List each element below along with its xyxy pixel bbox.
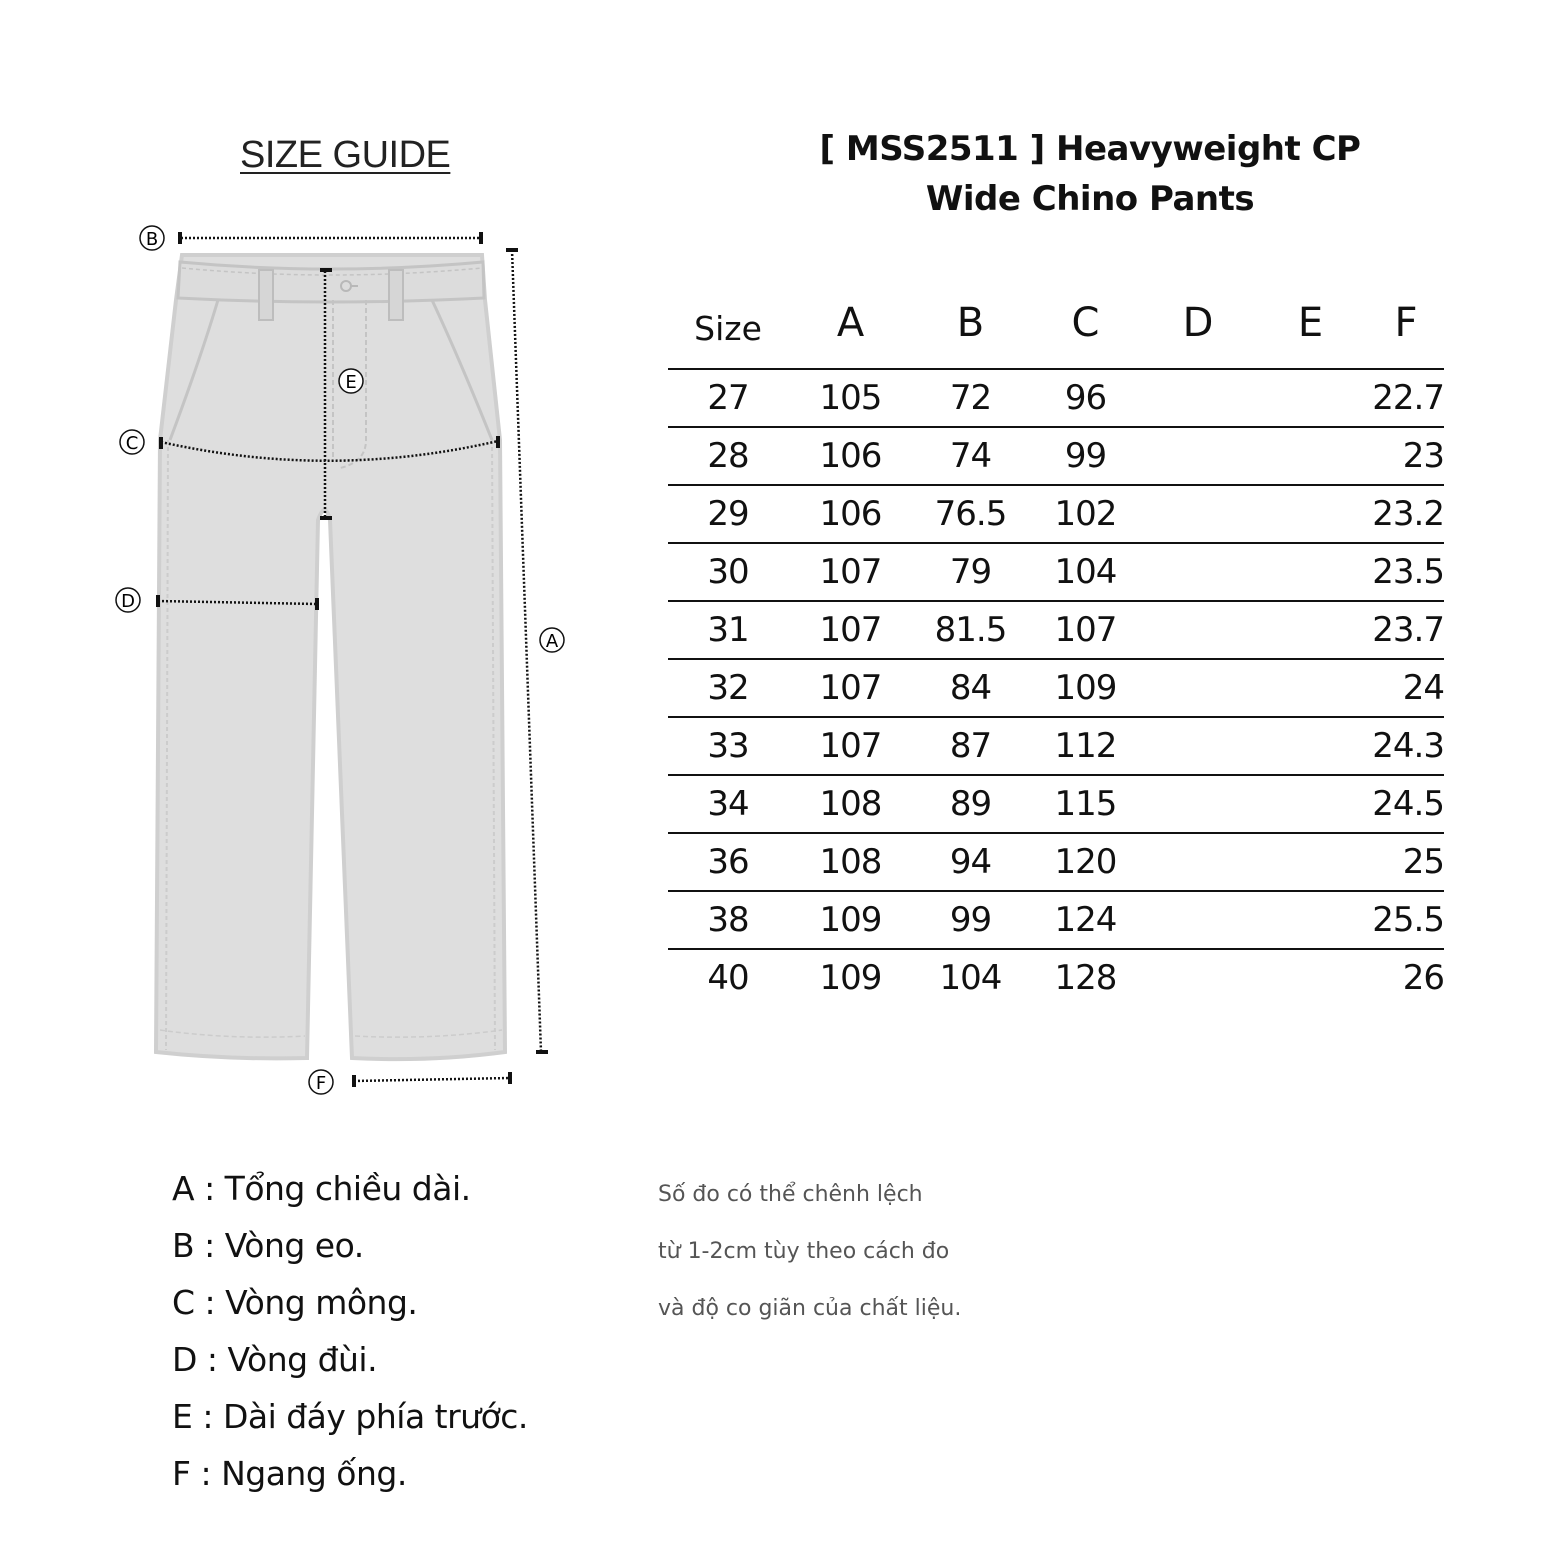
table-cell-a: 106 <box>788 427 913 485</box>
table-cell-a: 107 <box>788 601 913 659</box>
table-cell-size: 40 <box>668 949 788 1006</box>
table-cell-f: 23.5 <box>1368 543 1444 601</box>
table-cell-b: 104 <box>913 949 1028 1006</box>
table-cell-b: 79 <box>913 543 1028 601</box>
label-f: F <box>315 1073 327 1094</box>
table-cell-d <box>1143 427 1253 485</box>
table-cell-c: 120 <box>1028 833 1143 891</box>
table-cell-a: 107 <box>788 717 913 775</box>
table-cell-d <box>1143 833 1253 891</box>
table-cell-b: 94 <box>913 833 1028 891</box>
table-cell-e <box>1253 485 1368 543</box>
table-cell-e <box>1253 949 1368 1006</box>
table-cell-f: 24.3 <box>1368 717 1444 775</box>
table-cell-a: 105 <box>788 369 913 427</box>
column-header-f: F <box>1394 300 1418 346</box>
table-cell-f: 24.5 <box>1368 775 1444 833</box>
table-row <box>668 949 1444 1006</box>
table-cell-size: 28 <box>668 427 788 485</box>
legend-item-e: E : Dài đáy phía trước. <box>172 1397 528 1436</box>
measurement-legend <box>172 1160 528 1502</box>
table-cell-a: 107 <box>788 543 913 601</box>
table-cell-a: 108 <box>788 833 913 891</box>
table-cell-d <box>1143 543 1253 601</box>
pants-diagram <box>100 220 580 1100</box>
table-cell-e <box>1253 717 1368 775</box>
table-cell-d <box>1143 717 1253 775</box>
label-f-icon <box>309 1070 333 1094</box>
table-cell-c: 115 <box>1028 775 1143 833</box>
table-cell-e <box>1253 427 1368 485</box>
table-cell-size: 33 <box>668 717 788 775</box>
table-row <box>668 659 1444 717</box>
table-cell-f: 23.7 <box>1368 601 1444 659</box>
table-cell-f: 26 <box>1368 949 1444 1006</box>
table-cell-f: 23.2 <box>1368 485 1444 543</box>
legend-item-b: B : Vòng eo. <box>172 1226 364 1265</box>
table-row <box>668 485 1444 543</box>
label-d: D <box>121 591 135 612</box>
table-body <box>668 369 1444 1006</box>
belt-loop <box>259 270 273 320</box>
label-c: C <box>125 433 139 454</box>
table-cell-size: 38 <box>668 891 788 949</box>
note-line: Số đo có thể chênh lệch <box>658 1182 923 1207</box>
label-b: B <box>145 229 159 250</box>
table-cell-size: 30 <box>668 543 788 601</box>
table-cell-size: 32 <box>668 659 788 717</box>
table-cell-d <box>1143 369 1253 427</box>
size-guide-title: SIZE GUIDE <box>240 134 451 176</box>
column-header-b: B <box>956 300 985 346</box>
note-line: từ 1-2cm tùy theo cách đo <box>658 1239 950 1264</box>
table-header-row <box>668 278 1444 369</box>
column-header-c: C <box>1071 300 1100 346</box>
table-cell-b: 81.5 <box>913 601 1028 659</box>
product-title-line2: Wide Chino Pants <box>925 179 1255 219</box>
table-cell-size: 29 <box>668 485 788 543</box>
table-cell-c: 124 <box>1028 891 1143 949</box>
table-cell-size: 31 <box>668 601 788 659</box>
table-cell-b: 76.5 <box>913 485 1028 543</box>
table-cell-size: 34 <box>668 775 788 833</box>
table-cell-e <box>1253 833 1368 891</box>
table-cell-b: 84 <box>913 659 1028 717</box>
label-a-icon <box>540 628 564 652</box>
table-cell-a: 107 <box>788 659 913 717</box>
table-cell-d <box>1143 949 1253 1006</box>
table-cell-a: 106 <box>788 485 913 543</box>
column-header-a: A <box>836 300 865 346</box>
table-row <box>668 369 1444 427</box>
table-cell-c: 104 <box>1028 543 1143 601</box>
table-cell-c: 96 <box>1028 369 1143 427</box>
table-cell-b: 74 <box>913 427 1028 485</box>
table-cell-e <box>1253 659 1368 717</box>
product-title <box>760 124 1420 224</box>
table-cell-c: 99 <box>1028 427 1143 485</box>
label-d-icon <box>116 588 140 612</box>
label-e-icon <box>339 369 363 393</box>
column-header-size: Size <box>694 308 762 348</box>
table-cell-e <box>1253 543 1368 601</box>
table-cell-e <box>1253 601 1368 659</box>
table-row <box>668 775 1444 833</box>
pants-body <box>156 255 505 1059</box>
table-cell-f: 25.5 <box>1368 891 1444 949</box>
belt-loop <box>389 270 403 320</box>
table-cell-d <box>1143 891 1253 949</box>
table-cell-c: 128 <box>1028 949 1143 1006</box>
label-a: A <box>545 631 559 652</box>
pants-illustration <box>156 255 505 1059</box>
table-cell-e <box>1253 891 1368 949</box>
column-header-e: E <box>1297 300 1324 346</box>
label-c-icon <box>120 430 144 454</box>
table-cell-size: 27 <box>668 369 788 427</box>
label-b-icon <box>140 226 164 250</box>
table-cell-c: 109 <box>1028 659 1143 717</box>
column-header-d: D <box>1182 300 1214 346</box>
table-row <box>668 891 1444 949</box>
measure-b <box>178 232 483 244</box>
table-cell-a: 109 <box>788 949 913 1006</box>
table-cell-f: 25 <box>1368 833 1444 891</box>
table-cell-b: 99 <box>913 891 1028 949</box>
legend-item-f: F : Ngang ống. <box>172 1454 407 1493</box>
size-table <box>668 278 1444 1006</box>
table-row <box>668 833 1444 891</box>
table-row <box>668 601 1444 659</box>
table-row <box>668 427 1444 485</box>
table-cell-e <box>1253 369 1368 427</box>
table-cell-d <box>1143 485 1253 543</box>
table-cell-d <box>1143 659 1253 717</box>
note-line: và độ co giãn của chất liệu. <box>658 1296 962 1321</box>
table-cell-a: 108 <box>788 775 913 833</box>
legend-item-d: D : Vòng đùi. <box>172 1340 378 1379</box>
measure-f <box>352 1072 512 1087</box>
table-cell-a: 109 <box>788 891 913 949</box>
table-cell-size: 36 <box>668 833 788 891</box>
table-row <box>668 543 1444 601</box>
table-cell-f: 22.7 <box>1368 369 1444 427</box>
table-cell-f: 24 <box>1368 659 1444 717</box>
table-cell-c: 102 <box>1028 485 1143 543</box>
table-cell-d <box>1143 775 1253 833</box>
label-e: E <box>345 372 357 393</box>
legend-item-a: A : Tổng chiều dài. <box>172 1169 471 1208</box>
table-cell-c: 112 <box>1028 717 1143 775</box>
measurement-note <box>658 1166 961 1337</box>
legend-item-c: C : Vòng mông. <box>172 1283 418 1322</box>
table-cell-b: 87 <box>913 717 1028 775</box>
product-title-line1: [ MSS2511 ] Heavyweight CP <box>819 129 1361 169</box>
table-cell-b: 72 <box>913 369 1028 427</box>
table-row <box>668 717 1444 775</box>
table-cell-f: 23 <box>1368 427 1444 485</box>
table-cell-b: 89 <box>913 775 1028 833</box>
measure-a <box>506 248 548 1054</box>
table-cell-c: 107 <box>1028 601 1143 659</box>
table-cell-e <box>1253 775 1368 833</box>
table-cell-d <box>1143 601 1253 659</box>
